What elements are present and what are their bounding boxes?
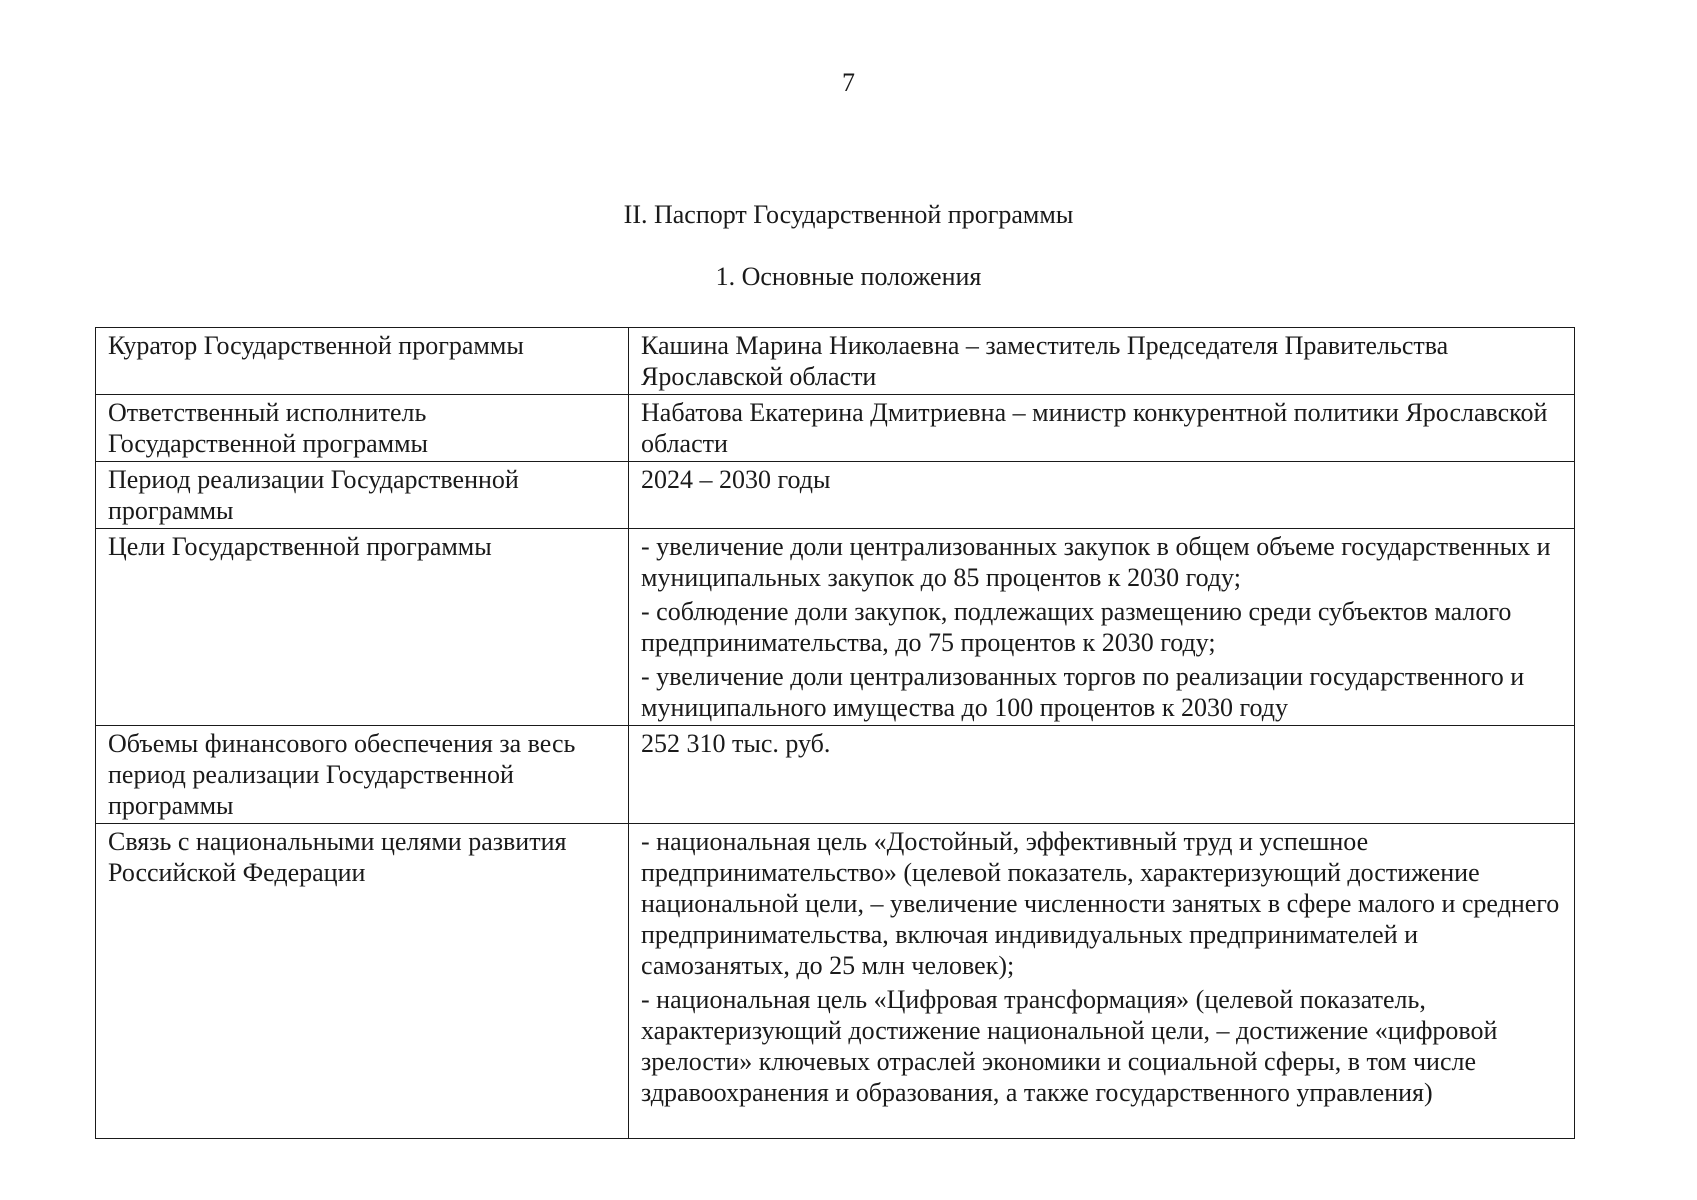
row-label: Объемы финансового обеспечения за весь период реализации Государственной программы	[96, 726, 629, 824]
table-row-period	[96, 462, 1575, 529]
row-value	[629, 529, 1575, 726]
value-paragraph: 252 310 тыс. руб.	[641, 729, 831, 758]
value-paragraph: - увеличение доли централизованных торгов по реализации государственного и муниципального имущества до 100 процентов к 2030 году	[641, 662, 1525, 722]
table-row-executor	[96, 395, 1575, 462]
row-label: Куратор Государственной программы	[96, 328, 629, 395]
value-paragraph: - национальная цель «Цифровая трансформация» (целевой показатель, характеризующий достижение национальной цели, – достижение «цифровой зрелости» ключевых отраслей экономики и социальной сферы, в том числе здравоохранения и образования, а также государственного управления)	[641, 985, 1498, 1107]
row-label: Ответственный исполнитель Государственной программы	[96, 395, 629, 462]
row-value	[629, 328, 1575, 395]
row-value	[629, 395, 1575, 462]
row-value	[629, 726, 1575, 824]
program-passport-table	[95, 327, 1575, 1139]
row-label: Период реализации Государственной программы	[96, 462, 629, 529]
subsection-title: 1. Основные положения	[715, 262, 982, 291]
table-row-national-goals	[96, 824, 1575, 1139]
table-row-curator	[96, 328, 1575, 395]
value-paragraph: 2024 – 2030 годы	[641, 465, 831, 494]
page-number: 7	[842, 68, 855, 97]
value-paragraph: Набатова Екатерина Дмитриевна – министр конкурентной политики Ярославской области	[641, 398, 1548, 458]
value-paragraph: Кашина Марина Николаевна – заместитель Председателя Правительства Ярославской области	[641, 331, 1449, 391]
row-value	[629, 824, 1575, 1139]
table-row-goals	[96, 529, 1575, 726]
row-value	[629, 462, 1575, 529]
value-paragraph: - национальная цель «Достойный, эффективный труд и успешное предпринимательство» (целевой показатель, характеризующий достижение национальной цели, – увеличение численности занятых в сфере малого и среднего предпринимательства, включая индивидуальных предпринимателей и самозанятых, до 25 млн человек);	[641, 827, 1560, 980]
table-row-funding	[96, 726, 1575, 824]
value-paragraph: - соблюдение доли закупок, подлежащих размещению среди субъектов малого предпринимательства, до 75 процентов к 2030 году;	[641, 597, 1512, 657]
row-label: Цели Государственной программы	[96, 529, 629, 726]
value-paragraph: - увеличение доли централизованных закупок в общем объеме государственных и муниципальных закупок до 85 процентов к 2030 году;	[641, 532, 1551, 592]
row-label: Связь с национальными целями развития Российской Федерации	[96, 824, 629, 1139]
section-title: II. Паспорт Государственной программы	[623, 200, 1074, 229]
